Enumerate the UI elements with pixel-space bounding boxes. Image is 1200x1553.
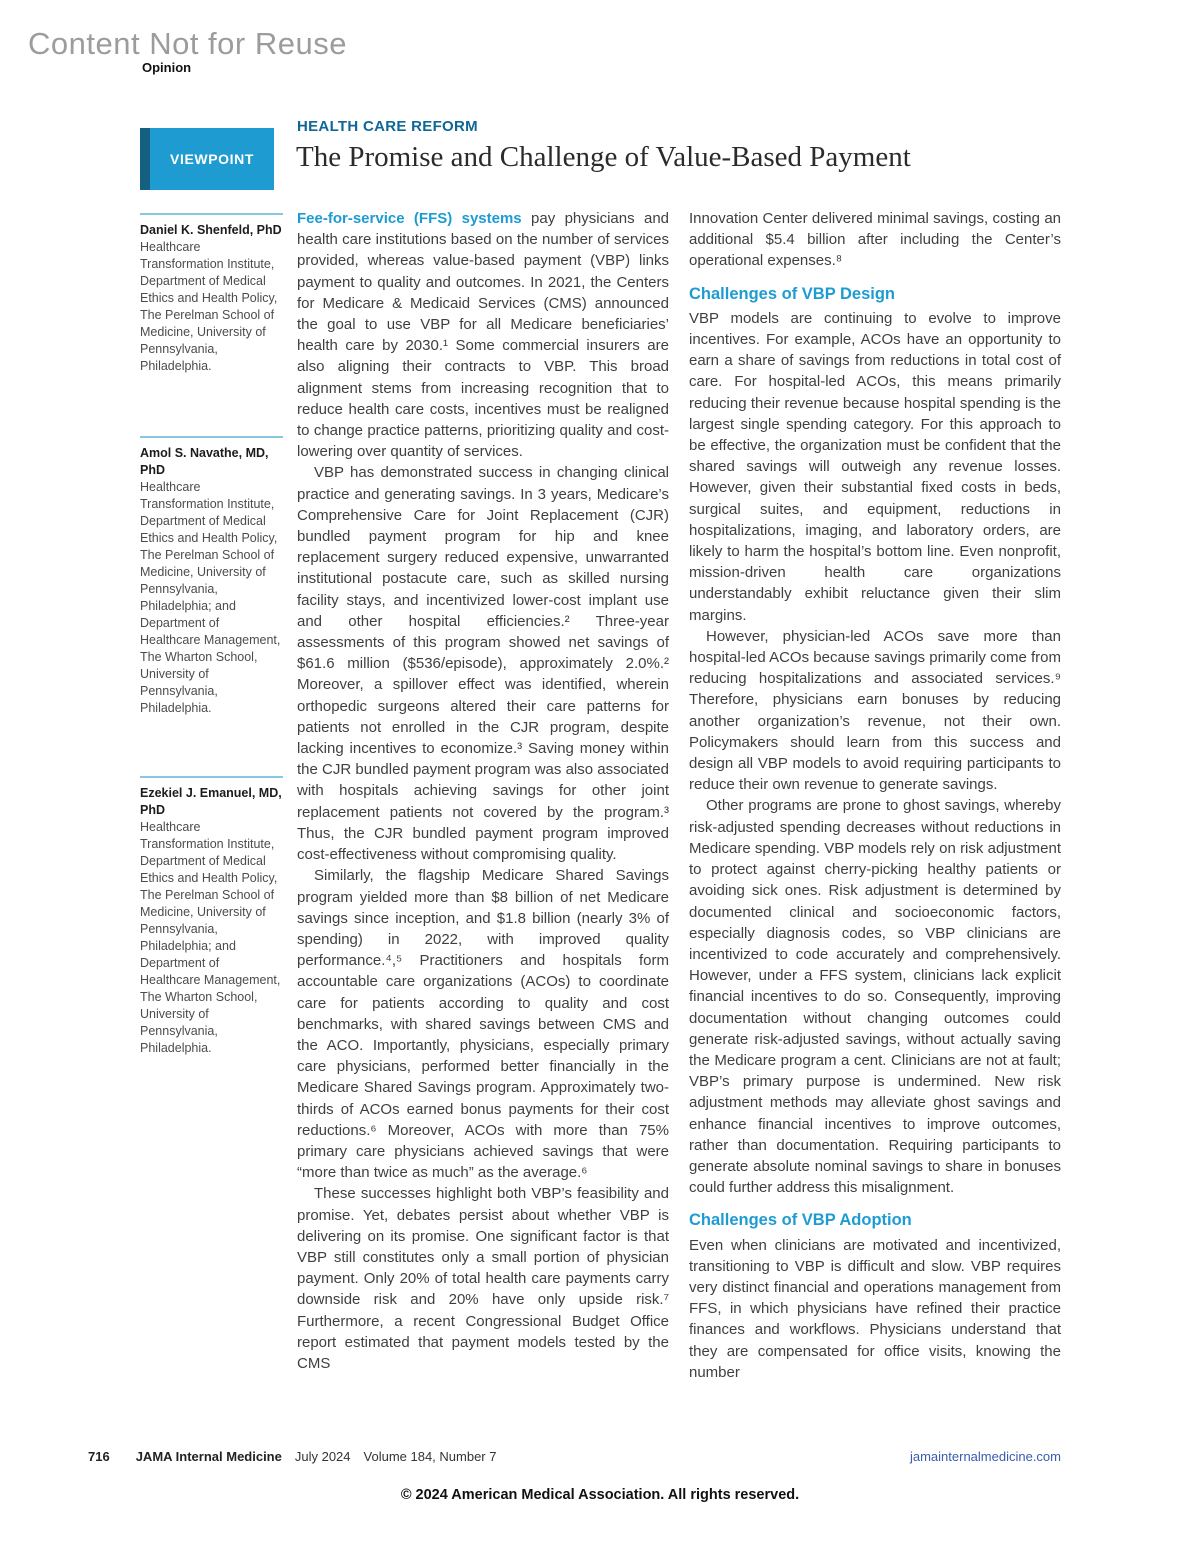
page-number: 716 bbox=[88, 1449, 110, 1464]
paragraph-continuation: Innovation Center delivered minimal savings, costing an additional $5.4 billion after including the Center’s operational expenses.⁸ bbox=[689, 210, 1061, 270]
author-affiliation: Healthcare Transformation Institute, Department of Medical Ethics and Health Policy, The Perelman School of Medicine, University of Pennsylvania, Philadelphia. bbox=[140, 240, 278, 373]
text-column-right bbox=[689, 208, 1061, 1383]
lead-paragraph-text: pay physicians and health care institutions based on the number of services provided, whereas value-based payment (VBP) links payment to quality and outcomes. In 2021, the Centers for Medicare & Medicaid Services (CMS) announced the goal to use VBP for all Medicare beneficiaries’ health care by 2030.¹ Some commercial insurers are also aligning their contracts to VBP. This broad alignment stems from increasing recognition that to reduce health care costs, incentives must be realigned to change practice patterns, prioritizing quality and cost-lowering over quantity of services. bbox=[297, 210, 670, 461]
article-body bbox=[297, 208, 1061, 1383]
copyright-notice: © 2024 American Medical Association. All rights reserved. bbox=[400, 1487, 800, 1503]
paragraph: Similarly, the flagship Medicare Shared Savings program yielded more than $8 billion of net Medicare savings since inception, and $1.8 billion (nearly 3% of spending) in 2022, with improved quality performance.⁴,⁵ Practitioners and hospitals form accountable care organizations (ACOs) to coordinate care for patients according to quality and cost benchmarks, with shared savings between CMS and the ACO. Importantly, physicians, especially primary care physicians, performed better financially in the Medicare Shared Savings program. Approximately two-thirds of ACOs earned bonus payments for their cost reductions.⁶ Moreover, ACOs with more than 75% primary care physicians achieved savings that were “more than twice as much” as the average.⁶ bbox=[297, 867, 669, 1182]
lead-in-phrase: Fee-for-service (FFS) systems bbox=[297, 210, 522, 227]
author-block bbox=[140, 213, 283, 375]
page-footer bbox=[88, 1449, 1061, 1464]
badge-label: VIEWPOINT bbox=[170, 151, 254, 167]
issue-date: July 2024 bbox=[294, 1449, 351, 1464]
author-divider bbox=[140, 213, 283, 215]
text-column-left bbox=[297, 208, 669, 1383]
viewpoint-badge bbox=[140, 128, 274, 190]
paragraph: However, physician-led ACOs save more than hospital-led ACOs because savings primarily come from reducing hospitalizations and associated services.⁹ Therefore, physicians earn bonuses by reducing another organization’s revenue, not their own. Policymakers should learn from this success and design all VBP models to avoid requiring participants to reduce their own revenue to generate savings. bbox=[689, 627, 1061, 794]
paragraph: Other programs are prone to ghost savings, whereby risk-adjusted spending decreases without reductions in Medicare spending. VBP models rely on risk adjustment to protect against cherry-picking healthy patients or avoiding sick ones. Risk adjustment is determined by documented clinical and socioeconomic factors, especially diagnosis codes, so VBP clinicians are incentivized to code accurately and comprehensively. However, under a FFS system, clinicians lack explicit financial incentives to do so. Consequently, improving documentation without changing outcomes could generate risk-adjusted savings, without actually saving the Medicare program a cent. Clinicians are not at fault; VBP’s primary purpose is undermined. New risk adjustment methods may alleviate ghost savings and enhance financial incentives to improve outcomes, rather than documentation. Requiring participants to generate absolute nominal savings to share in bonuses could further address this misalignment. bbox=[689, 797, 1061, 1197]
not-for-reuse-watermark: Content Not for Reuse bbox=[28, 26, 347, 61]
author-name: Ezekiel J. Emanuel, MD, PhD bbox=[140, 786, 282, 817]
article-title: The Promise and Challenge of Value-Based Payment bbox=[296, 141, 911, 173]
subheading-vbp-design: Challenges of VBP Design bbox=[689, 284, 895, 303]
author-block bbox=[140, 776, 283, 1057]
badge-accent-bar bbox=[140, 128, 150, 190]
paragraph: These successes highlight both VBP’s feasibility and promise. Yet, debates persist about whether VBP is delivering on its promise. One significant factor is that VBP still constitutes only a small portion of physician payment. Only 20% of total health care payments carry downside risk and 20% have only upside risk.⁷ Furthermore, a recent Congressional Budget Office report estimated that payment models tested by the CMS bbox=[297, 1185, 669, 1372]
opinion-kicker: Opinion bbox=[142, 60, 192, 75]
paragraph: VBP models are continuing to evolve to improve incentives. For example, ACOs have an opportunity to earn a share of savings from reductions in total cost of care. For hospital-led ACOs, this means primarily reducing their revenue because hospital spending is the largest single spending category. For this approach to be effective, the organization must be confident that the shared savings will outweigh any revenue losses. However, given their substantial fixed costs in beds, surgical suites, and equipment, reductions in hospitalizations, imaging, and laboratory orders, are likely to harm the hospital’s bottom line. Even nonprofit, mission-driven health care organizations understandably exhibit reluctance given their slim margins. bbox=[689, 309, 1061, 624]
volume-number: Volume 184, Number 7 bbox=[363, 1449, 497, 1464]
author-name: Amol S. Navathe, MD, PhD bbox=[140, 446, 269, 477]
journal-name: JAMA Internal Medicine bbox=[135, 1449, 282, 1464]
article-category: HEALTH CARE REFORM bbox=[297, 118, 478, 135]
author-affiliation: Healthcare Transformation Institute, Department of Medical Ethics and Health Policy, The Perelman School of Medicine, University of Pennsylvania, Philadelphia; and Department of Healthcare Management, The Wharton School, University of Pennsylvania, Philadelphia. bbox=[140, 480, 281, 715]
author-divider bbox=[140, 776, 283, 778]
author-block bbox=[140, 436, 283, 717]
subheading-vbp-adoption: Challenges of VBP Adoption bbox=[689, 1211, 912, 1230]
lead-paragraph bbox=[297, 208, 669, 462]
paragraph: VBP has demonstrated success in changing clinical practice and generating savings. In 3 years, Medicare’s Comprehensive Care for Joint Replacement (CJR) bundled payment program for hip and knee replacement surgery reduced expensive, unwarranted institutional postacute care, such as skilled nursing facility stays, and incentivized lower-cost implant use and other hospital efficiencies.² Three-year assessments of this program showed net savings of $61.6 million ($536/episode), approximately 2.0%.² Moreover, a spillover effect was identified, wherein orthopedic surgeons altered their care patterns for patients not enrolled in the CJR program, despite lacking incentives to economize.³ Saving money within the CJR bundled payment program was also associated with hospitals achieving savings for other joint replacement patients not covered by the program.³ Thus, the CJR bundled payment program improved cost-effectiveness without compromising quality. bbox=[297, 464, 669, 864]
author-affiliation: Healthcare Transformation Institute, Department of Medical Ethics and Health Policy, The Perelman School of Medicine, University of Pennsylvania, Philadelphia; and Department of Healthcare Management, The Wharton School, University of Pennsylvania, Philadelphia. bbox=[140, 820, 281, 1055]
paragraph: Even when clinicians are motivated and incentivized, transitioning to VBP is difficult and slow. VBP requires very distinct financial and operations management from FFS, in which physicians have refined their practice finances and workflows. Physicians understand that they are compensated for office visits, knowing the number bbox=[689, 1236, 1061, 1381]
author-name: Daniel K. Shenfeld, PhD bbox=[140, 223, 282, 237]
journal-website-link[interactable]: jamainternalmedicine.com bbox=[909, 1449, 1061, 1464]
author-divider bbox=[140, 436, 283, 438]
